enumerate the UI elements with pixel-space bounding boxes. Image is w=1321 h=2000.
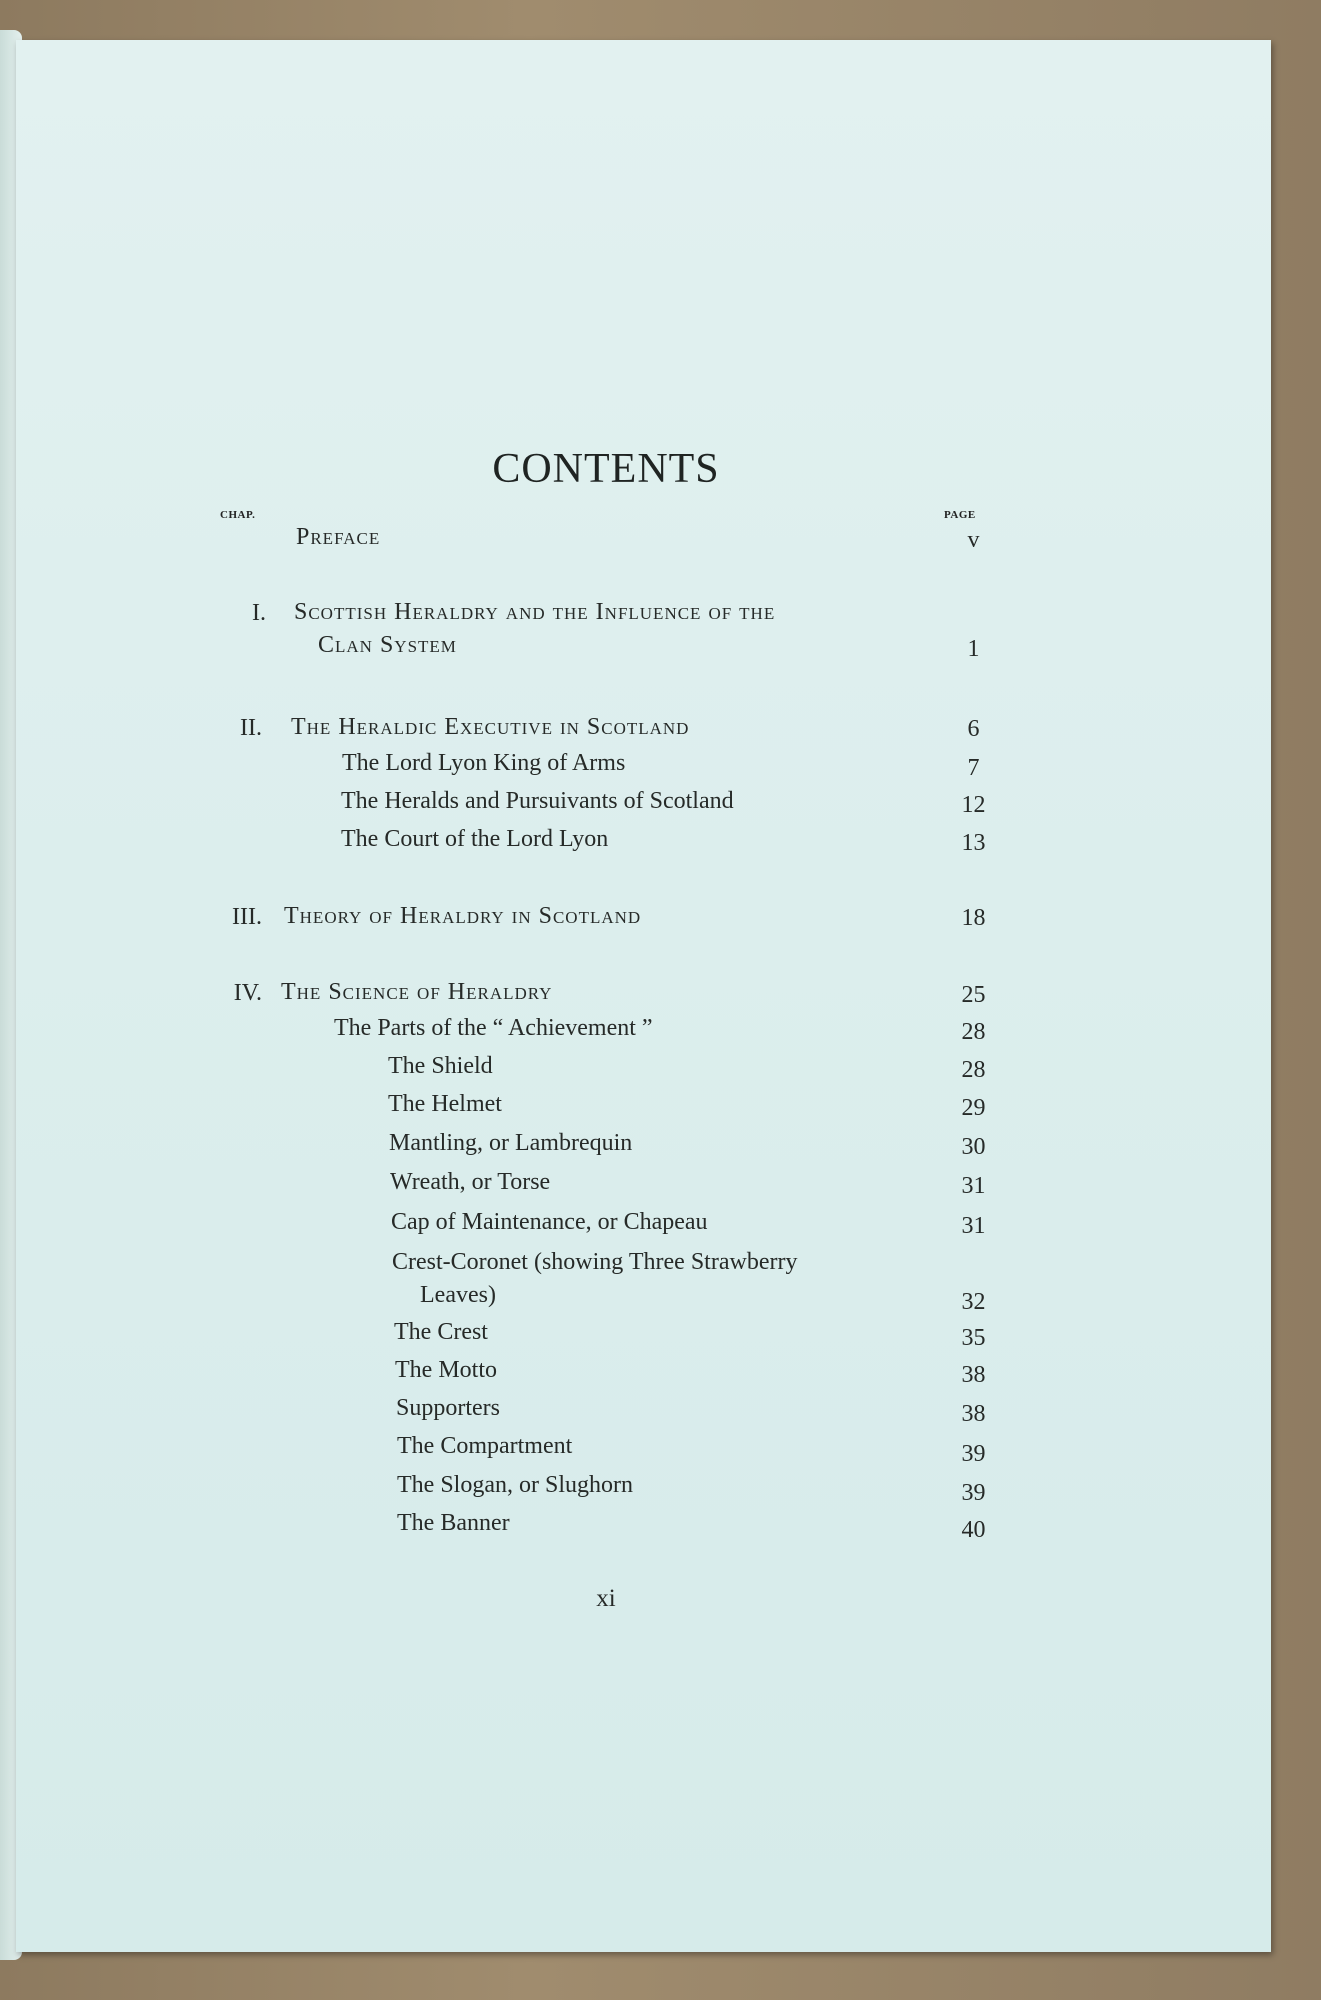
toc-entry-ch1-line1: Scottish Heraldry and the Influence of the [294,599,776,625]
toc-item-continuation: Leaves) [420,1282,496,1308]
toc-page: 30 [961,1134,986,1160]
toc-item: Cap of Maintenance, or Chapeau [391,1209,708,1235]
page-title: CONTENTS [492,446,720,492]
toc-page: 12 [961,792,986,818]
toc-page: 38 [961,1401,986,1427]
chapter-number-4: IV. [233,980,262,1006]
toc-page: 29 [961,1095,986,1121]
toc-entry-ch3: Theory of Heraldry in Scotland [284,903,642,929]
toc-page-ch2: 6 [967,716,980,742]
toc-page: 31 [961,1173,986,1199]
toc-subentry: The Heralds and Pursuivants of Scotland [341,788,734,814]
toc-page: 38 [961,1362,986,1388]
toc-page: 7 [967,755,980,781]
toc-entry-ch1-line2: Clan System [318,632,457,658]
toc-item: The Crest [394,1319,488,1345]
toc-page-ch3: 18 [961,905,986,931]
toc-entry-ch2: The Heraldic Executive in Scotland [291,714,690,740]
toc-page: 39 [961,1480,986,1506]
toc-subentry-achievement: The Parts of the “ Achievement ” [334,1015,653,1041]
toc-item: The Motto [395,1357,497,1383]
toc-item: The Slogan, or Slughorn [397,1472,633,1498]
toc-item: The Banner [397,1510,510,1536]
toc-page: 39 [961,1441,986,1467]
toc-page: 32 [961,1289,986,1315]
chapter-number-3: III. [232,904,262,930]
chapter-column-header: CHAP. [220,509,256,521]
toc-item: The Compartment [397,1433,573,1459]
book-page [16,40,1271,1952]
toc-subentry: The Lord Lyon King of Arms [342,750,626,776]
toc-page: 31 [961,1213,986,1239]
toc-item: Supporters [396,1395,500,1421]
toc-page-ch4: 25 [961,982,986,1008]
toc-item: The Helmet [388,1091,502,1117]
toc-item: The Shield [388,1053,493,1079]
toc-item: Crest-Coronet (showing Three Strawberry [392,1249,798,1275]
toc-page-preface: v [967,527,980,553]
toc-page-ch1: 1 [967,636,980,662]
page-column-header: PAGE [944,509,976,521]
toc-item: Mantling, or Lambrequin [389,1130,633,1156]
toc-page: 28 [961,1057,986,1083]
toc-page: 35 [961,1325,986,1351]
toc-page: 28 [961,1019,986,1045]
page-number: xi [596,1585,616,1612]
toc-item: Wreath, or Torse [390,1169,551,1195]
chapter-number-2: II. [240,715,262,741]
chapter-number-1: I. [252,600,266,626]
toc-page: 40 [961,1517,986,1543]
toc-entry-ch4: The Science of Heraldry [281,979,553,1005]
toc-entry-preface: Preface [296,524,381,550]
toc-subentry: The Court of the Lord Lyon [341,826,609,852]
toc-page: 13 [961,830,986,856]
